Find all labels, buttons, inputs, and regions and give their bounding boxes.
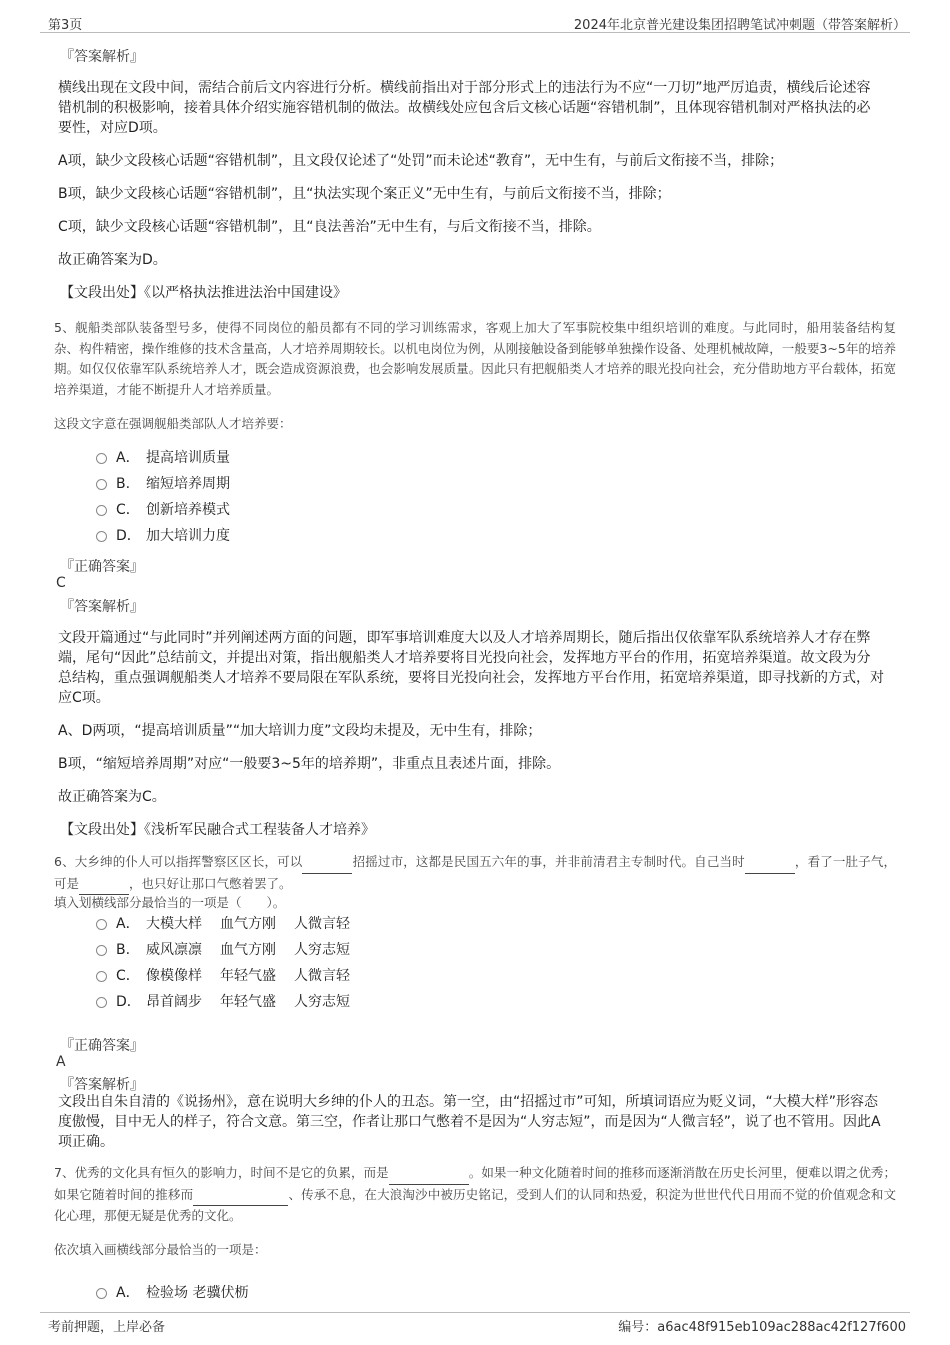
option-key: D． — [116, 994, 141, 1010]
option-a[interactable] — [96, 1280, 248, 1306]
option-key: B. — [116, 476, 131, 492]
question-5-analysis — [58, 628, 884, 853]
blank-1 — [302, 852, 352, 874]
correct-answer: A — [56, 1054, 66, 1070]
radio-icon[interactable] — [96, 997, 107, 1008]
option-a-note: A项，缺少文段核心话题“容错机制”，且文段仅论述了“处罚”而未论述“教育”，无中生有，与前后文衔接不当，排除； — [58, 153, 784, 169]
option-b[interactable] — [96, 471, 230, 497]
option-a[interactable] — [96, 911, 350, 937]
page-number: 第3页 — [48, 18, 83, 33]
passage-part: 6、大乡绅的仆人可以指挥警察区区长，可以 — [54, 854, 303, 869]
question-7-options — [96, 1280, 248, 1306]
option-key: D． — [116, 528, 141, 544]
option-word-3: 人微言轻 — [294, 968, 350, 984]
radio-icon[interactable] — [96, 531, 107, 542]
option-text: 缩短培养周期 — [146, 476, 230, 492]
page-header — [40, 10, 910, 33]
option-text: 创新培养模式 — [146, 502, 230, 518]
document-title: 2024年北京普光建设集团招聘笔试冲刺题（带答案解析） — [573, 18, 906, 33]
question-7-prompt: 依次填入画横线部分最恰当的一项是： — [54, 1242, 267, 1257]
passage-part: ，看了一肚子气，可是 — [54, 854, 896, 891]
question-5-prompt: 这段文字意在强调舰船类部队人才培养要： — [54, 416, 292, 431]
option-b-note: B项，缺少文段核心话题“容错机制”，且“执法实现个案正义”无中生有，与前后文衔接不当，排除； — [58, 186, 671, 202]
option-key: A． — [116, 1285, 140, 1301]
source: 【文段出处】《浅析军民融合式工程装备人才培养》 — [60, 822, 375, 838]
option-key: A． — [116, 450, 140, 466]
analysis-text: 文段开篇通过“与此同时”并列阐述两方面的问题，即军事培训难度大以及人才培养周期长，随后指出仅依靠军队系统培养人才存在弊端，尾句“因此”总结前文，并提出对策，指出舰船类人才培养要将目光投向社会，发挥地方平台的作用，拓宽培养渠道。故文段为分总结构，重点强调舰船类人才培养不要局限在军队系统，要将目光投向社会，发挥地方平台作用，拓宽培养渠道，即寻找新的方式，对应C项。 — [58, 630, 884, 706]
option-word-2: 血气方刚 — [220, 916, 276, 932]
analysis-label: 『答案解析』 — [60, 599, 144, 615]
option-c[interactable] — [96, 497, 230, 523]
option-d[interactable] — [96, 989, 350, 1015]
option-word-3: 人穷志短 — [294, 994, 350, 1010]
question-6-prompt: 填入划横线部分最恰当的一项是（ ）。 — [54, 895, 286, 910]
option-word-1: 昂首阔步 — [146, 994, 202, 1010]
blank-1 — [389, 1163, 469, 1185]
question-5-passage — [54, 318, 896, 400]
option-key: B. — [116, 942, 131, 958]
radio-icon[interactable] — [96, 945, 107, 956]
question-6-options — [96, 911, 350, 1015]
correct-answer: C — [56, 575, 66, 591]
radio-icon[interactable] — [96, 505, 107, 516]
option-key: C． — [116, 968, 140, 984]
option-text: 提高培训质量 — [146, 450, 230, 466]
option-word-3: 人穷志短 — [294, 942, 350, 958]
radio-icon[interactable] — [96, 919, 107, 930]
question-5-options — [96, 445, 230, 549]
passage-part: 招摇过市，这都是民国五六年的事，并非前清君主专制时代。自己当时 — [352, 854, 745, 869]
conclusion: 故正确答案为D。 — [58, 252, 167, 268]
document-id: 编号：a6ac48f915eb109ac288ac42f127f600 — [618, 1320, 906, 1335]
option-word-3: 人微言轻 — [294, 916, 350, 932]
option-c-note: C项，缺少文段核心话题“容错机制”，且“良法善治”无中生有，与后文衔接不当，排除。 — [58, 219, 601, 235]
option-key: A． — [116, 916, 140, 932]
option-text: 加大培训力度 — [146, 528, 230, 544]
blank-2 — [193, 1185, 288, 1207]
passage-text: 5、舰船类部队装备型号多，使得不同岗位的船员都有不同的学习训练需求，客观上加大了军事院校集中组织培训的难度。与此同时，船用装备结构复杂、构件精密，操作维修的技术含量高，人才培养周期较长。以机电岗位为例，从刚接触设备到能够单独操作设备、处理机械故障，一般要3~5年的培养期。如仅仅依靠军队系统培养人才，既会造成资源浪费，也会影响发展质量。因此只有把舰船类人才培养的眼光投向社会，充分借助地方平台载体，拓宽培养渠道，才能不断提升人才培养质量。 — [54, 320, 896, 397]
radio-icon[interactable] — [96, 971, 107, 982]
correct-answer-label: 『正确答案』 — [60, 1038, 144, 1054]
analysis-text: 文段出自朱自清的《说扬州》，意在说明大乡绅的仆人的丑态。第一空，由“招摇过市”可知，所填词语应为贬义词，“大模大样”形容态度傲慢，目中无人的样子，符合文意。第三空，作者让那口气憋着不是因为“人穷志短”，而是因为“人微言轻”，说了也不管用。因此A项正确。 — [58, 1094, 881, 1150]
option-c[interactable] — [96, 963, 350, 989]
option-word-2: 年轻气盛 — [220, 968, 276, 984]
option-ad-note: A、D两项，“提高培训质量”“加大培训力度”文段均未提及，无中生有，排除； — [58, 723, 542, 739]
option-key: C． — [116, 502, 140, 518]
passage-part: 。如果一种文化随着时间的推移而逐渐消散在历史长河里，便难以谓之优秀；如果它随着时间的推移而 — [54, 1165, 896, 1202]
radio-icon[interactable] — [96, 453, 107, 464]
footer-slogan: 考前押题，上岸必备 — [48, 1320, 166, 1335]
option-a[interactable] — [96, 445, 230, 471]
option-word-2: 年轻气盛 — [220, 994, 276, 1010]
source: 【文段出处】《以严格执法推进法治中国建设》 — [60, 285, 347, 301]
prev-analysis — [58, 78, 884, 316]
conclusion: 故正确答案为C。 — [58, 789, 166, 805]
passage-part: 7、优秀的文化具有恒久的影响力，时间不是它的负累，而是 — [54, 1165, 389, 1180]
blank-2 — [745, 852, 795, 874]
option-word-2: 血气方刚 — [220, 942, 276, 958]
question-6-passage — [54, 852, 896, 914]
question-7-passage — [54, 1163, 896, 1227]
page-footer — [40, 1312, 910, 1341]
option-word-1: 大模大样 — [146, 916, 202, 932]
correct-answer-label: 『正确答案』 — [60, 559, 144, 575]
question-6-analysis — [58, 1092, 884, 1165]
option-word-1: 像模像样 — [146, 968, 202, 984]
option-b[interactable] — [96, 937, 350, 963]
radio-icon[interactable] — [96, 1288, 107, 1299]
passage-part: ，也只好让那口气憋着罢了。 — [129, 875, 292, 891]
option-word-1: 威风凛凛 — [146, 942, 202, 958]
option-text: 检验场 老骥伏枥 — [146, 1285, 249, 1301]
radio-icon[interactable] — [96, 479, 107, 490]
analysis-text: 横线出现在文段中间，需结合前后文内容进行分析。横线前指出对于部分形式上的违法行为不应“一刀切”地严厉追责，横线后论述容错机制的积极影响，接着具体介绍实施容错机制的做法。故横线处应包含后文核心话题“容错机制”，且体现容错机制对严格执法的必要性，对应D项。 — [58, 80, 871, 136]
option-d[interactable] — [96, 523, 230, 549]
analysis-label: 『答案解析』 — [60, 49, 144, 65]
option-b-note: B项，“缩短培养周期”对应“一般要3~5年的培养期”，非重点且表述片面，排除。 — [58, 756, 561, 772]
analysis-label: 『答案解析』 — [60, 1077, 144, 1093]
blank-3 — [79, 874, 129, 896]
passage-part: 、传承不息，在大浪淘沙中被历史铭记，受到人们的认同和热爱，积淀为世世代代日用而不觉的价值观念和文化心理，那便无疑是优秀的文化。 — [54, 1186, 896, 1223]
